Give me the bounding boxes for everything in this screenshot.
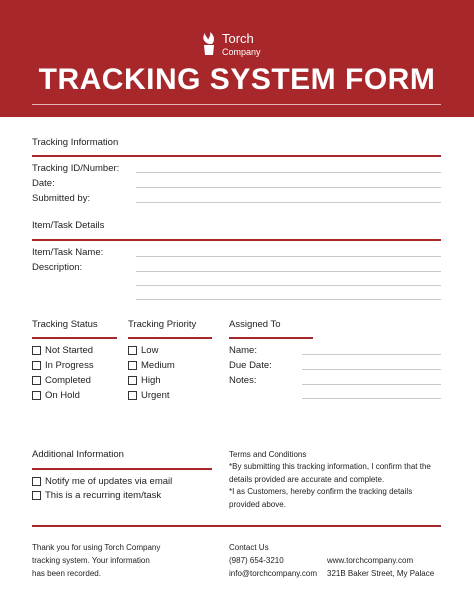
terms-line: provided above. — [229, 500, 286, 509]
contact-address: 321B Baker Street, My Palace — [327, 569, 435, 578]
checkbox[interactable] — [32, 376, 41, 385]
priority-heading: Tracking Priority — [128, 319, 197, 330]
checkbox[interactable] — [128, 346, 137, 355]
checkbox-label: In Progress — [45, 360, 94, 371]
section-rule — [128, 337, 212, 339]
brand-subtitle: Company — [222, 47, 261, 57]
thanks-line: Thank you for using Torch Company — [32, 543, 161, 552]
checkbox-label: Urgent — [141, 390, 170, 401]
checkbox[interactable] — [128, 361, 137, 370]
header-rule — [32, 104, 441, 105]
status-heading: Tracking Status — [32, 319, 98, 330]
terms-heading: Terms and Conditions — [229, 450, 307, 459]
footer-divider — [32, 525, 441, 527]
description-field-line[interactable] — [136, 285, 441, 286]
due-date-field[interactable] — [302, 369, 441, 370]
submitted-by-label: Submitted by: — [32, 193, 91, 204]
item-details-heading: Item/Task Details — [32, 220, 105, 231]
checkbox-label: This is a recurring item/task — [45, 490, 162, 501]
tracking-id-label: Tracking ID/Number: — [32, 163, 120, 174]
section-rule — [229, 337, 313, 339]
checkbox-label: High — [141, 375, 161, 386]
terms-line: *I as Customers, hereby confirm the tracking details — [229, 487, 413, 496]
checkbox[interactable] — [32, 491, 41, 500]
due-date-label: Due Date: — [229, 360, 272, 371]
date-field[interactable] — [136, 187, 441, 188]
checkbox[interactable] — [32, 391, 41, 400]
assignee-name-label: Name: — [229, 345, 257, 356]
section-rule — [32, 239, 441, 241]
contact-heading: Contact Us — [229, 543, 269, 552]
checkbox[interactable] — [32, 477, 41, 486]
torch-flame-icon — [199, 32, 219, 56]
checkbox-label: Low — [141, 345, 159, 356]
checkbox-label: Notify me of updates via email — [45, 476, 173, 487]
assignee-name-field[interactable] — [302, 354, 441, 355]
tracking-info-heading: Tracking Information — [32, 137, 119, 148]
item-name-field[interactable] — [136, 256, 441, 257]
checkbox-label: On Hold — [45, 390, 80, 401]
date-label: Date: — [32, 178, 55, 189]
checkbox[interactable] — [128, 391, 137, 400]
terms-line: *By submitting this tracking information, I confirm that the — [229, 462, 431, 471]
additional-heading: Additional Information — [32, 449, 124, 460]
tracking-id-field[interactable] — [136, 172, 441, 173]
submitted-by-field[interactable] — [136, 202, 441, 203]
notes-field-line[interactable] — [302, 398, 441, 399]
item-name-label: Item/Task Name: — [32, 247, 104, 258]
terms-line: details provided are accurate and complete. — [229, 475, 385, 484]
description-field-line[interactable] — [136, 299, 441, 300]
header-banner — [0, 0, 474, 117]
section-rule — [32, 337, 117, 339]
notes-field-line[interactable] — [302, 384, 441, 385]
checkbox-label: Medium — [141, 360, 175, 371]
checkbox[interactable] — [128, 376, 137, 385]
checkbox[interactable] — [32, 346, 41, 355]
description-label: Description: — [32, 262, 83, 273]
section-rule — [32, 468, 212, 470]
checkbox[interactable] — [32, 361, 41, 370]
assigned-heading: Assigned To — [229, 319, 281, 330]
contact-phone[interactable]: (987) 654-3210 — [229, 556, 284, 565]
checkbox-label: Completed — [45, 375, 91, 386]
contact-website[interactable]: www.torchcompany.com — [327, 556, 414, 565]
notes-label: Notes: — [229, 375, 257, 386]
description-field-line[interactable] — [136, 271, 441, 272]
brand-name: Torch — [222, 31, 254, 46]
section-rule — [32, 155, 441, 157]
checkbox-label: Not Started — [45, 345, 94, 356]
contact-email[interactable]: info@torchcompany.com — [229, 569, 318, 578]
page-title: TRACKING SYSTEM FORM — [38, 63, 436, 96]
thanks-line: has been recorded. — [32, 569, 101, 578]
thanks-line: tracking system. Your information — [32, 556, 150, 565]
